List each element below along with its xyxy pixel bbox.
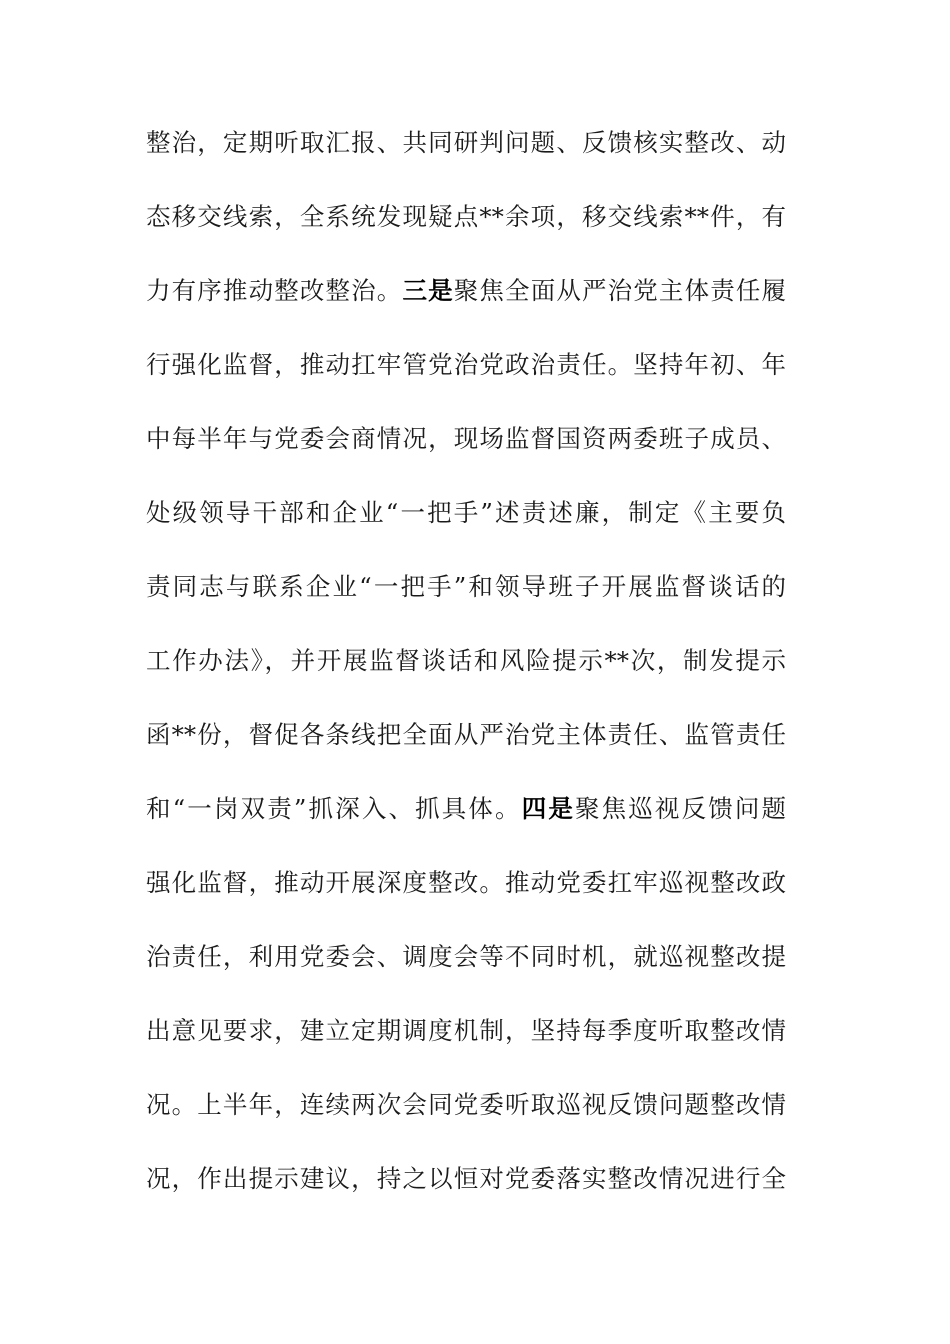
text-segment: 力有序推动整改整治。 xyxy=(146,276,403,305)
text-line xyxy=(146,414,786,488)
text-segment: 聚焦全面从严治党主体责任履 xyxy=(453,276,787,305)
text-segment: 聚焦巡视反馈问题 xyxy=(575,794,787,823)
text-line xyxy=(146,562,786,636)
text-segment: 整治，定期听取汇报、共同研判问题、反馈核实整改、动 xyxy=(146,128,786,157)
text-segment: 和“一岗双责”抓深入、抓具体。 xyxy=(146,794,522,823)
text-line xyxy=(146,1080,786,1154)
bold-lead-text: 三是 xyxy=(402,276,454,305)
text-segment: 强化监督，推动开展深度整改。推动党委扛牢巡视整改政 xyxy=(146,868,786,897)
text-line xyxy=(146,266,786,340)
text-segment: 工作办法》，并开展监督谈话和风险提示**次，制发提示 xyxy=(146,646,786,675)
body-text xyxy=(146,118,786,1228)
text-line xyxy=(146,1154,786,1228)
text-line xyxy=(146,858,786,932)
text-line xyxy=(146,710,786,784)
text-line xyxy=(146,784,786,858)
text-segment: 治责任，利用党委会、调度会等不同时机，就巡视整改提 xyxy=(146,942,786,971)
text-segment: 函**份，督促各条线把全面从严治党主体责任、监管责任 xyxy=(146,720,786,749)
text-segment: 行强化监督，推动扛牢管党治党政治责任。坚持年初、年 xyxy=(146,350,786,379)
text-segment: 中每半年与党委会商情况，现场监督国资两委班子成员、 xyxy=(146,424,786,453)
text-segment: 处级领导干部和企业“一把手”述责述廉，制定《主要负 xyxy=(146,498,786,527)
text-line xyxy=(146,1006,786,1080)
text-segment: 出意见要求，建立定期调度机制，坚持每季度听取整改情 xyxy=(146,1016,786,1045)
text-segment: 态移交线索，全系统发现疑点**余项，移交线索**件，有 xyxy=(146,202,786,231)
text-line xyxy=(146,488,786,562)
text-segment: 责同志与联系企业“一把手”和领导班子开展监督谈话的 xyxy=(146,572,786,601)
text-line xyxy=(146,118,786,192)
text-segment: 况。上半年，连续两次会同党委听取巡视反馈问题整改情 xyxy=(146,1090,786,1119)
text-line xyxy=(146,192,786,266)
text-line xyxy=(146,932,786,1006)
bold-lead-text: 四是 xyxy=(521,794,575,823)
text-line xyxy=(146,340,786,414)
text-segment: 况，作出提示建议，持之以恒对党委落实整改情况进行全 xyxy=(146,1164,786,1193)
text-line xyxy=(146,636,786,710)
